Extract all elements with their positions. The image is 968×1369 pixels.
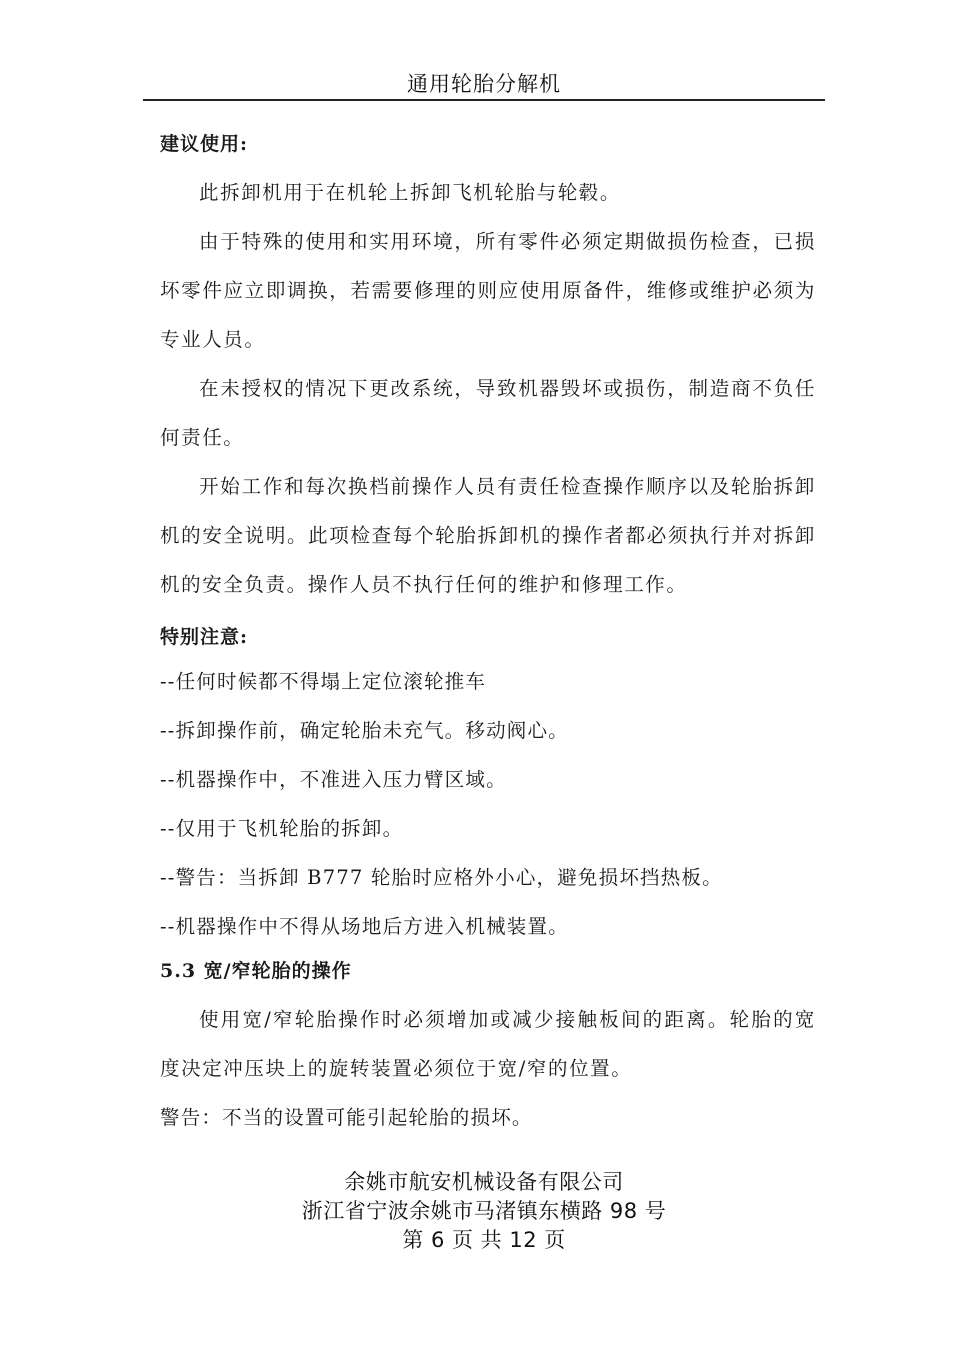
section-heading-recommended-use: 建议使用: <box>160 133 249 155</box>
footer-page-number: 第 6 页 共 12 页 <box>402 1228 566 1252</box>
paragraph: 此拆卸机用于在机轮上拆卸飞机轮胎与轮毂。 <box>199 181 622 204</box>
footer-company: 余姚市航安机械设备有限公司 <box>344 1170 624 1194</box>
list-item: --拆卸操作前，确定轮胎未充气。移动阀心。 <box>160 719 569 742</box>
list-item: --机器操作中不得从场地后方进入机械装置。 <box>160 915 569 938</box>
paragraph: 使用宽/窄轮胎操作时必须增加或减少接触板间的距离。轮胎的宽度决定冲压块上的旋转装置必须位于宽/窄的位置。 <box>160 1008 816 1080</box>
section-special-notice <box>160 617 816 951</box>
list-item: --警告：当拆卸 B777 轮胎时应格外小心，避免损坏挡热板。 <box>160 866 723 889</box>
paragraph: 开始工作和每次换档前操作人员有责任检查操作顺序以及轮胎拆卸机的安全说明。此项检查每个轮胎拆卸机的操作者都必须执行并对拆卸机的安全负责。操作人员不执行任何的维护和修理工作。 <box>160 475 816 596</box>
page-footer <box>0 1168 968 1255</box>
footer-address: 浙江省宁波余姚市马渚镇东横路 98 号 <box>301 1199 667 1223</box>
section-recommended-use <box>160 124 816 609</box>
section-heading-5-3: 5.3 宽/窄轮胎的操作 <box>160 960 352 982</box>
section-heading-special-notice: 特别注意: <box>160 626 249 648</box>
page-header-title: 通用轮胎分解机 <box>407 72 561 96</box>
list-item: --仅用于飞机轮胎的拆卸。 <box>160 817 404 840</box>
paragraph: 由于特殊的使用和实用环境，所有零件必须定期做损伤检查，已损坏零件应立即调换，若需要修理的则应使用原备件，维修或维护必须为专业人员。 <box>160 230 816 351</box>
section-wide-narrow-tire <box>160 951 816 1142</box>
header-divider <box>143 99 825 101</box>
list-item: --机器操作中，不准进入压力臂区域。 <box>160 768 507 791</box>
notice-list <box>160 657 816 951</box>
list-item: --任何时候都不得塌上定位滚轮推车 <box>160 670 487 693</box>
paragraph: 在未授权的情况下更改系统，导致机器毁坏或损伤，制造商不负任何责任。 <box>160 377 816 449</box>
page-content <box>160 124 816 1142</box>
warning-text: 警告：不当的设置可能引起轮胎的损坏。 <box>160 1106 533 1129</box>
